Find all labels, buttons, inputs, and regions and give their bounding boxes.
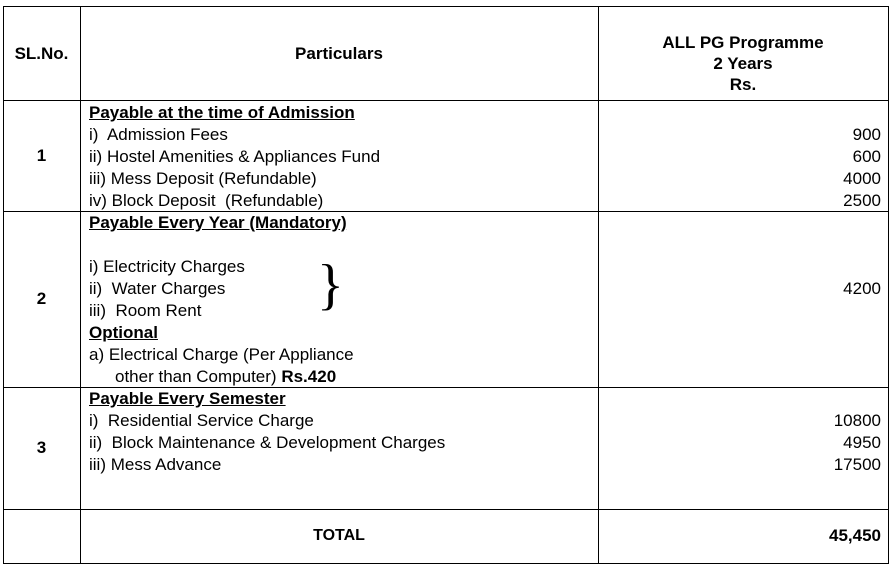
row-2-item-2: ii) Water Charges: [89, 279, 226, 298]
header-programme-line2: 2 Years: [713, 54, 773, 73]
table-border-bottom: [3, 563, 889, 564]
row-2-optional-heading: Optional: [89, 323, 158, 342]
row-2-item-1: i) Electricity Charges: [89, 257, 245, 276]
total-amount: 45,450: [829, 526, 881, 545]
row-1-item-1: i) Admission Fees: [89, 125, 228, 144]
row-3-item-3: iii) Mess Advance: [89, 455, 222, 474]
table-border-left: [3, 6, 4, 564]
table-border-right: [888, 6, 889, 564]
row-3-amount-3: 17500: [833, 455, 881, 474]
row-1-item-2: ii) Hostel Amenities & Appliances Fund: [89, 147, 381, 166]
row-2-heading: Payable Every Year (Mandatory): [89, 213, 347, 232]
total-label: TOTAL: [313, 527, 365, 544]
row-3-amount-1: 10800: [833, 411, 881, 430]
row-2-sl: 2: [36, 289, 47, 308]
grouping-brace: }: [317, 254, 344, 316]
row-1-amount-3: 4000: [843, 169, 881, 188]
row-2-item-3: iii) Room Rent: [89, 301, 202, 320]
row-2-optional-line2: [115, 366, 336, 388]
row-1-amount-1: 900: [852, 125, 881, 144]
row-2-optional-text: other than Computer): [115, 367, 277, 386]
row-2-optional-amount: Rs.420: [281, 367, 337, 386]
table-border-top: [3, 6, 889, 7]
row-1-heading: Payable at the time of Admission: [89, 103, 355, 122]
header-particulars: Particulars: [295, 44, 383, 63]
row-2-amount: 4200: [843, 279, 881, 298]
row-3-heading: Payable Every Semester: [89, 389, 286, 408]
header-divider: [3, 100, 889, 101]
row-1-item-4: iv) Block Deposit (Refundable): [89, 191, 324, 210]
row-2-optional-line1: a) Electrical Charge (Per Appliance: [89, 345, 354, 364]
row-3-amount-2: 4950: [843, 433, 881, 452]
column-divider-1: [80, 6, 81, 564]
row-3-item-2: ii) Block Maintenance & Development Charges: [89, 433, 446, 452]
row-3-sl: 3: [36, 438, 47, 457]
header-programme-line1: ALL PG Programme: [662, 33, 824, 52]
row-1-amount-4: 2500: [843, 191, 881, 210]
row-divider-3: [3, 509, 889, 510]
row-1-item-3: iii) Mess Deposit (Refundable): [89, 169, 317, 188]
row-1-sl: 1: [36, 146, 47, 165]
row-3-item-1: i) Residential Service Charge: [89, 411, 314, 430]
header-programme-line3: Rs.: [729, 75, 757, 94]
header-sl-no: SL.No.: [14, 44, 69, 63]
row-1-amount-2: 600: [852, 147, 881, 166]
